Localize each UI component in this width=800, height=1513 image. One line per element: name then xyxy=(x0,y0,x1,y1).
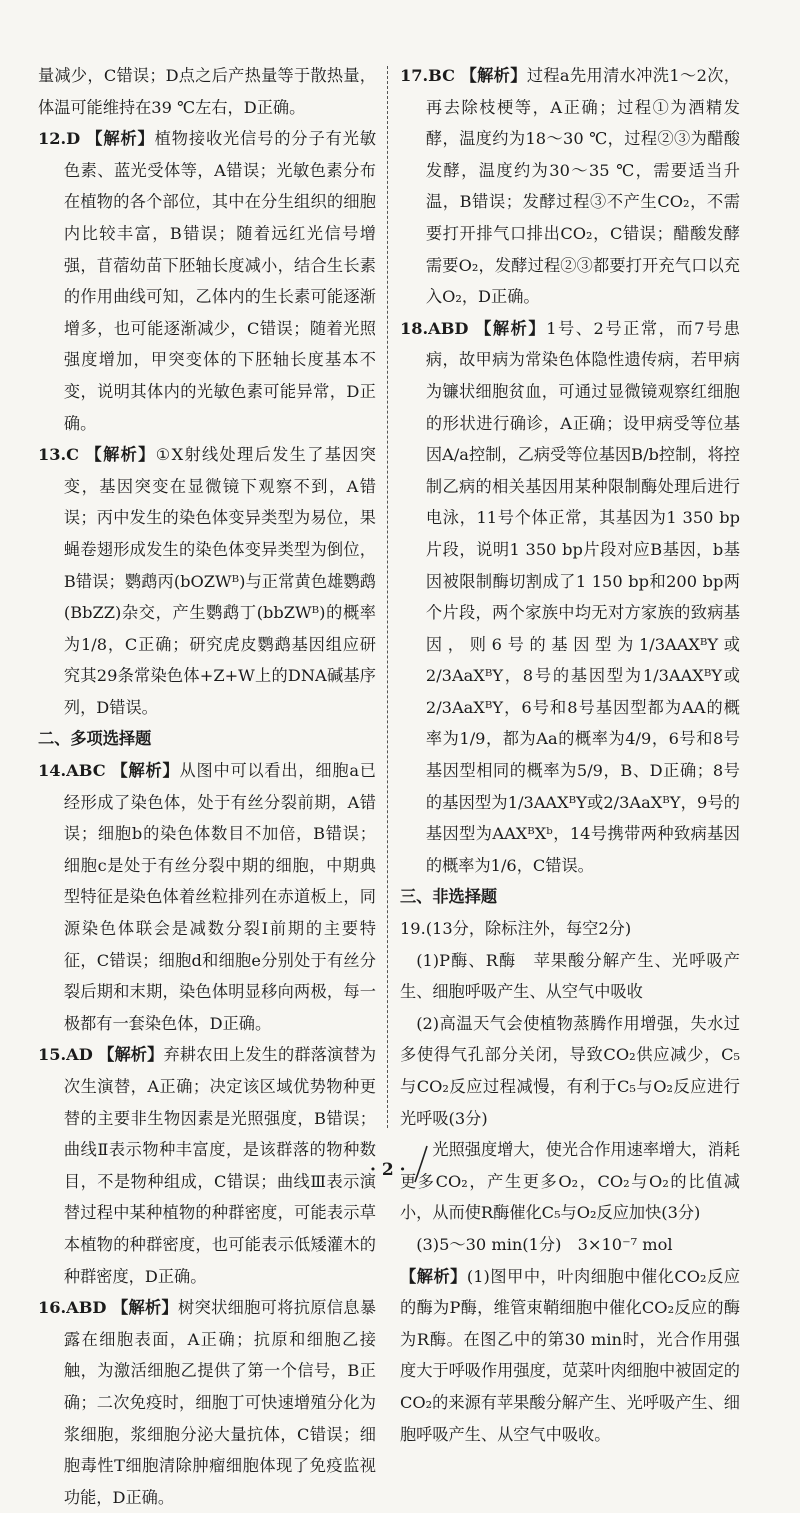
answer-number: 13.C xyxy=(38,445,80,465)
answer-number: 16.ABD xyxy=(38,1298,107,1318)
answer-text: 1号、2号正常，而7号患病，故甲病为常染色体隐性遗传病，若甲病为镰状细胞贫血，可通过显微镜观察红细胞的形状进行确诊，A正确；设甲病受等位基因A/a控制，乙病受等位基因B/b控制，将控制乙病的相关基因用某种限制酶处理后进行电泳，11号个体正常，其基因为1 350 bp片段，说明1 350 bp片段对应B基因，b基因被限制酶切割成了1 150 bp和200 bp两个片段，两个家族中均无对方家族的致病基因，则6号的基因型为1/3AAXᴮY或2/3AaXᴮY，8号的基因型为1/3AAXᴮY或2/3AaXᴮY，6号和8号基因型都为AA的概率为1/9，都为Aa的概率为4/9，6号和8号基因型相同的概率为5/9，B、D正确；8号的基因型为1/3AAXᴮY或2/3AaXᴮY，9号的基因型为AAXᴮXᵇ，14号携带两种致病基因的概率为1/6，C错误。 xyxy=(425,318,740,875)
analysis-tag: 【解析】 xyxy=(98,1045,164,1065)
analysis-tag: 【解析】 xyxy=(111,1298,179,1318)
pen-stroke-mark xyxy=(410,1144,430,1184)
page-number-text: · 2 · xyxy=(370,1160,406,1180)
answer-19-part-3: (3)5～30 min(1分) 3×10⁻⁷ mol xyxy=(416,1234,673,1254)
answer-text: 树突状细胞可将抗原信息暴露在细胞表面，A正确；抗原和细胞乙接触，为激活细胞乙提供了第一个信号，B正确；二次免疫时，细胞丁可快速增殖分化为浆细胞，浆细胞分泌大量抗体，C错误；细胞毒性T细胞清除肿瘤细胞体现了免疫监视功能，D正确。 xyxy=(63,1298,377,1507)
answer-number: 14.ABC xyxy=(38,761,106,781)
section-heading-multiple-choice: 二、多项选择题 xyxy=(38,729,152,749)
answer-14 xyxy=(38,755,376,1039)
answer-19-explanation xyxy=(400,1261,740,1451)
answer-17 xyxy=(400,60,740,313)
right-column xyxy=(400,60,740,1450)
answer-19-heading: 19.(13分，除标注外，每空2分) xyxy=(400,919,632,939)
analysis-tag: 【解析】 xyxy=(85,445,156,465)
answer-text: 过程a先用清水冲洗1～2次，再去除枝梗等，A正确；过程①为酒精发酵，温度约为18～30 ℃，过程②③为醋酸发酵，温度约为30～35 ℃，需要适当升温，B错误；发酵过程③不产生CO₂，不需要打开排气口排出CO₂，C错误；醋酸发酵需要O₂，发酵过程②③都要打开充气口以充入O₂，D正确。 xyxy=(425,66,740,307)
answer-19-part-1: (1)P酶、R酶 苹果酸分解产生、光呼吸产生、细胞呼吸产生、从空气中吸收 xyxy=(400,950,740,1002)
answer-text: 从图中可以看出，细胞a已经形成了染色体，处于有丝分裂前期，A错误；细胞b的染色体数目不加倍，B错误；细胞c是处于有丝分裂中期的细胞，中期典型特征是染色体着丝粒排列在赤道板上，同源染色体联会是减数分裂Ⅰ前期的主要特征，C错误；细胞d和细胞e分别处于有丝分裂后期和末期，染色体明显移向两极，每一极都有一套染色体，D正确。 xyxy=(63,761,376,1033)
answer-13 xyxy=(38,439,376,723)
analysis-tag: 【解析】 xyxy=(475,318,547,338)
answer-number: 18.ABD xyxy=(400,318,469,338)
column-divider xyxy=(387,66,388,1128)
answer-text: 弃耕农田上发生的群落演替为次生演替，A正确；决定该区域优势物种更替的主要非生物因素是光照强度，B错误；曲线Ⅱ表示物种丰富度，是该群落的物种数目，不是物种组成，C错误；曲线Ⅲ表示演替过程中某种植物的种群密度，可能表示草本植物的种群密度，也可能表示低矮灌木的种群密度，D正确。 xyxy=(63,1045,377,1286)
analysis-tag: 【解析】 xyxy=(460,66,527,85)
answer-number: 15.AD xyxy=(38,1045,93,1065)
analysis-tag: 【解析】 xyxy=(86,129,155,149)
answer-number: 17.BC xyxy=(400,66,456,85)
answer-16 xyxy=(38,1292,376,1513)
answer-text: (1)图甲中，叶肉细胞中催化CO₂反应的酶为P酶，维管束鞘细胞中催化CO₂反应的酶为R酶。在图乙中的第30 min时，光合作用强度大于呼吸作用强度，苋菜叶肉细胞中被固定的CO₂的来源有苹果酸分解产生、光呼吸产生、细胞呼吸产生、从空气中吸收。 xyxy=(400,1266,741,1444)
answer-18 xyxy=(400,313,740,882)
page-number xyxy=(370,1160,406,1180)
left-column xyxy=(38,60,376,1513)
answer-19-part-2b: 光照强度增大，使光合作用速率增大，消耗更多CO₂，产生更多O₂，CO₂与O₂的比值减小，从而使R酶催化C₅与O₂反应加快(3分) xyxy=(400,1140,740,1223)
continuation-paragraph: 量减少，C错误；D点之后产热量等于散热量，体温可能维持在39 ℃左右，D正确。 xyxy=(38,66,376,117)
section-heading-non-choice: 三、非选择题 xyxy=(400,887,498,907)
answer-15 xyxy=(38,1039,376,1292)
answer-19-part-2: (2)高温天气会使植物蒸腾作用增强，失水过多使得气孔部分关闭，导致CO₂供应减少，C₅与CO₂反应过程减慢，有利于C₅与O₂反应进行光呼吸(3分) xyxy=(400,1013,740,1128)
analysis-tag: 【解析】 xyxy=(400,1266,467,1286)
answer-text: ①X射线处理后发生了基因突变，基因突变在显微镜下观察不到，A错误；丙中发生的染色体变异类型为易位，果蝇卷翅形成发生的染色体变异类型为倒位，B错误；鹦鹉丙(bOZWᴮ)与正常黄色雄鹦鹉(BbZZ)杂交，产生鹦鹉丁(bbZWᴮ)的概率为1/8，C正确；研究虎皮鹦鹉基因组应研究其29条常染色体+Z+W上的DNA碱基序列，D错误。 xyxy=(63,445,376,717)
answer-12 xyxy=(38,123,376,439)
answer-text: 植物接收光信号的分子有光敏色素、蓝光受体等，A错误；光敏色素分布在植物的各个部位，其中在分生组织的细胞内比较丰富，B错误；随着远红光信号增强，苜蓿幼苗下胚轴长度减小，结合生长素的作用曲线可知，乙体内的生长素可能逐渐增多，也可能逐渐减少，C错误；随着光照强度增加，甲突变体的下胚轴长度基本不变，说明其体内的光敏色素可能异常，D正确。 xyxy=(63,129,377,433)
answer-number: 12.D xyxy=(38,129,81,149)
analysis-tag: 【解析】 xyxy=(111,761,180,781)
